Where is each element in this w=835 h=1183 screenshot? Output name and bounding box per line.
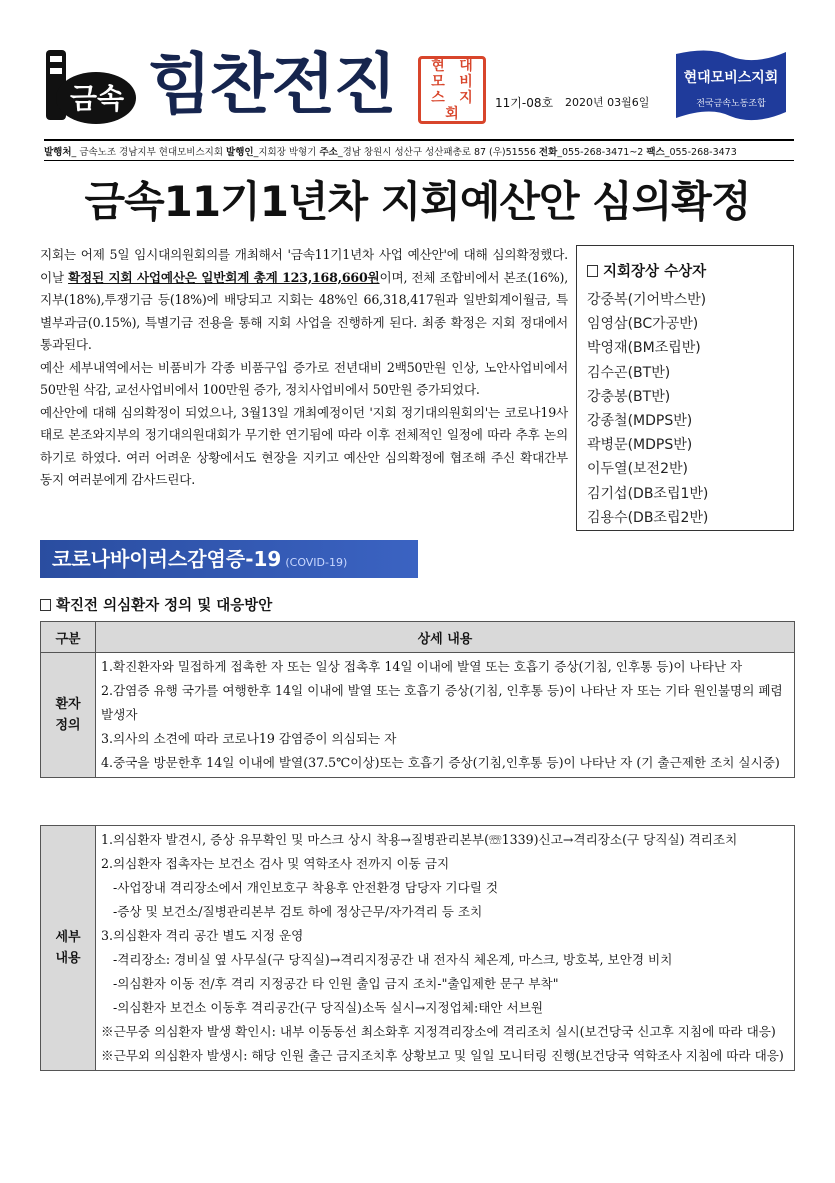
list-item: ※근무외 의심환자 발생시: 해당 인원 출근 금지조치후 상황보고 및 일일 모니터링 진행(보건당국 역학조사 지침에 따라 대응) <box>101 1048 784 1063</box>
article-body <box>40 244 568 492</box>
header-detail: 상세 내용 <box>96 622 795 653</box>
publisher-info-bar: 발행처_ 금속노조 경남지부 현대모비스지회 발행인_지회장 박형기 주소_경남 창원시 성산구 성산패총로 87 (우)51556 전화_055-268-3471~2 팩스_055-268-3473 <box>44 139 794 161</box>
patient-definition-table <box>40 621 795 778</box>
masthead <box>40 38 795 138</box>
list-item: 강종철(MDPS반) <box>587 413 693 430</box>
section-title: 확진전 의심환자 정의 및 대응방안 <box>40 594 272 615</box>
table-row <box>41 653 795 778</box>
square-bullet-icon <box>40 599 51 611</box>
list-item: 3.의심환자 격리 공간 별도 지정 운영 <box>101 928 304 943</box>
list-item: 강충봉(BT반) <box>587 388 671 405</box>
award-list <box>587 288 708 530</box>
list-item: -의심환자 이동 전/후 격리 지정공간 타 인원 출입 금지 조치-"출입제한 문구 부착" <box>113 976 559 991</box>
list-item: 김용수(DB조립2반) <box>587 509 709 526</box>
newsletter-title: 힘찬전진 <box>148 46 396 123</box>
list-item: 강중복(기어박스반) <box>587 292 707 308</box>
list-item: 김수곤(BT반) <box>587 364 671 381</box>
issue-number: 11기-08호 <box>495 96 554 110</box>
list-item: 4.중국을 방문한후 14일 이내에 발열(37.5℃이상)또는 호흡기 증상(기침,인후통 등)이 나타난 자 (기 출근제한 조치 실시중) <box>101 755 780 770</box>
list-item: 김기섭(DB조립1반) <box>587 485 709 502</box>
list-item: -의심환자 보건소 이동후 격리공간(구 당직실)소독 실시→지정업체:태안 서브원 <box>113 1000 544 1015</box>
list-item: 3.의사의 소견에 따라 코로나19 감염증이 의심되는 자 <box>101 731 397 746</box>
article-paragraph-3: 예산안에 대해 심의확정이 되었으나, 3월13일 개최예정이던 '지회 정기대의원회의'는 코로나19사태로 본조와지부의 정기대의원대회가 무기한 연기됨에 따라 이후 전체적인 일정에 따라 추후 논의하기로 하였다. 여러 어려운 상황에서도 현장을 지키고 예산안 심의확정에 협조해 주신 확대간부 동지 여러분에게 감사드린다. <box>40 404 568 487</box>
list-item: -격리장소: 경비실 옆 사무실(구 당직실)→격리지정공간 내 전자식 체온계, 마스크, 방호복, 보안경 비치 <box>113 952 673 967</box>
list-item: 곽병문(MDPS반) <box>587 437 693 454</box>
logo-text: 금속 <box>69 82 125 115</box>
award-title: 지회장상 수상자 <box>587 260 706 281</box>
list-item: 임영삼(BC가공반) <box>587 316 699 333</box>
branch-seal: 현 대 모 비 스 지 회 <box>418 56 486 124</box>
list-item: 1.확진환자와 밀접하게 접촉한 자 또는 일상 접촉후 14일 이내에 발열 또는 호흡기 증상(기침, 인후통 등)이 나타난 자 <box>101 659 743 674</box>
article-paragraph-1: 지회는 어제 5일 임시대의원회의를 개최해서 '금속11기1년차 사업 예산안'에 대해 심의확정했다. 이날 확정된 지회 사업예산은 일반회계 총계 123,168,660원이며, 전체 조합비에서 본조(16%),지부(18%),투쟁기금 등(18%)에 배당되고 지회는 48%인 66,318,417원과 일반회계이월금, 특별부과금(0.15%), 특별기금 전용을 통해 지회 사업을 진행하게 된다. 최종 확정은 지회 정대에서 통과된다. <box>40 247 568 352</box>
square-bullet-icon <box>587 265 598 277</box>
budget-highlight: 확정된 지회 사업예산은 일반회계 총계 123,168,660원 <box>68 269 380 285</box>
row-detail <box>96 826 795 1071</box>
svg-text:현대모비스지회: 현대모비스지회 <box>683 70 779 86</box>
response-procedure-table <box>40 825 795 1071</box>
award-box <box>576 245 794 531</box>
union-fist-logo <box>40 48 140 130</box>
svg-text:전국금속노동조합: 전국금속노동조합 <box>696 99 766 109</box>
row-detail <box>96 653 795 778</box>
list-item: ※근무중 의심환자 발생 확인시: 내부 이동동선 최소화후 지정격리장소에 격리조치 실시(보건당국 신고후 지침에 따라 대응) <box>101 1024 776 1039</box>
list-item: 2.의심환자 접촉자는 보건소 검사 및 역학조사 전까지 이동 금지 <box>101 856 450 871</box>
issue-date: 2020년 03월6일 <box>565 96 650 109</box>
list-item: 이두열(보전2반) <box>587 461 688 478</box>
list-item: 2.감염증 유행 국가를 여행한후 14일 이내에 발열 또는 호흡기 증상(기침, 인후통 등)이 나타난 자 또는 기타 원인불명의 폐렴 발생자 <box>101 683 783 722</box>
table-row <box>41 826 795 1071</box>
list-item: -사업장내 격리장소에서 개인보호구 착용후 안전환경 담당자 기다릴 것 <box>113 880 499 895</box>
header-category: 구분 <box>41 622 96 653</box>
article-paragraph-2: 예산 세부내역에서는 비품비가 각종 비품구입 증가로 전년대비 2백50만원 인상, 노안사업비에서 50만원 삭감, 교선사업비에서 100만원 증가, 정치사업비에서 50만원 증가되었다. <box>40 359 568 397</box>
row-category: 환자 정의 <box>41 653 96 778</box>
list-item: 박영재(BM조립반) <box>587 340 701 357</box>
table-header-row <box>41 622 795 653</box>
list-item: -증상 및 보건소/질병관리본부 검토 하에 정상근무/자가격리 등 조치 <box>113 904 483 919</box>
headline: 금속11기1년차 지회예산안 심의확정 <box>84 177 751 226</box>
branch-flag-logo <box>670 46 792 138</box>
list-item: 1.의심환자 발견시, 증상 유무확인 및 마스크 상시 착용→질병관리본부(☏1339)신고→격리장소(구 당직실) 격리조치 <box>101 832 738 847</box>
row-category: 세부 내용 <box>41 826 96 1071</box>
covid-banner: 코로나바이러스감염증-19 (COVID-19) <box>40 540 418 578</box>
